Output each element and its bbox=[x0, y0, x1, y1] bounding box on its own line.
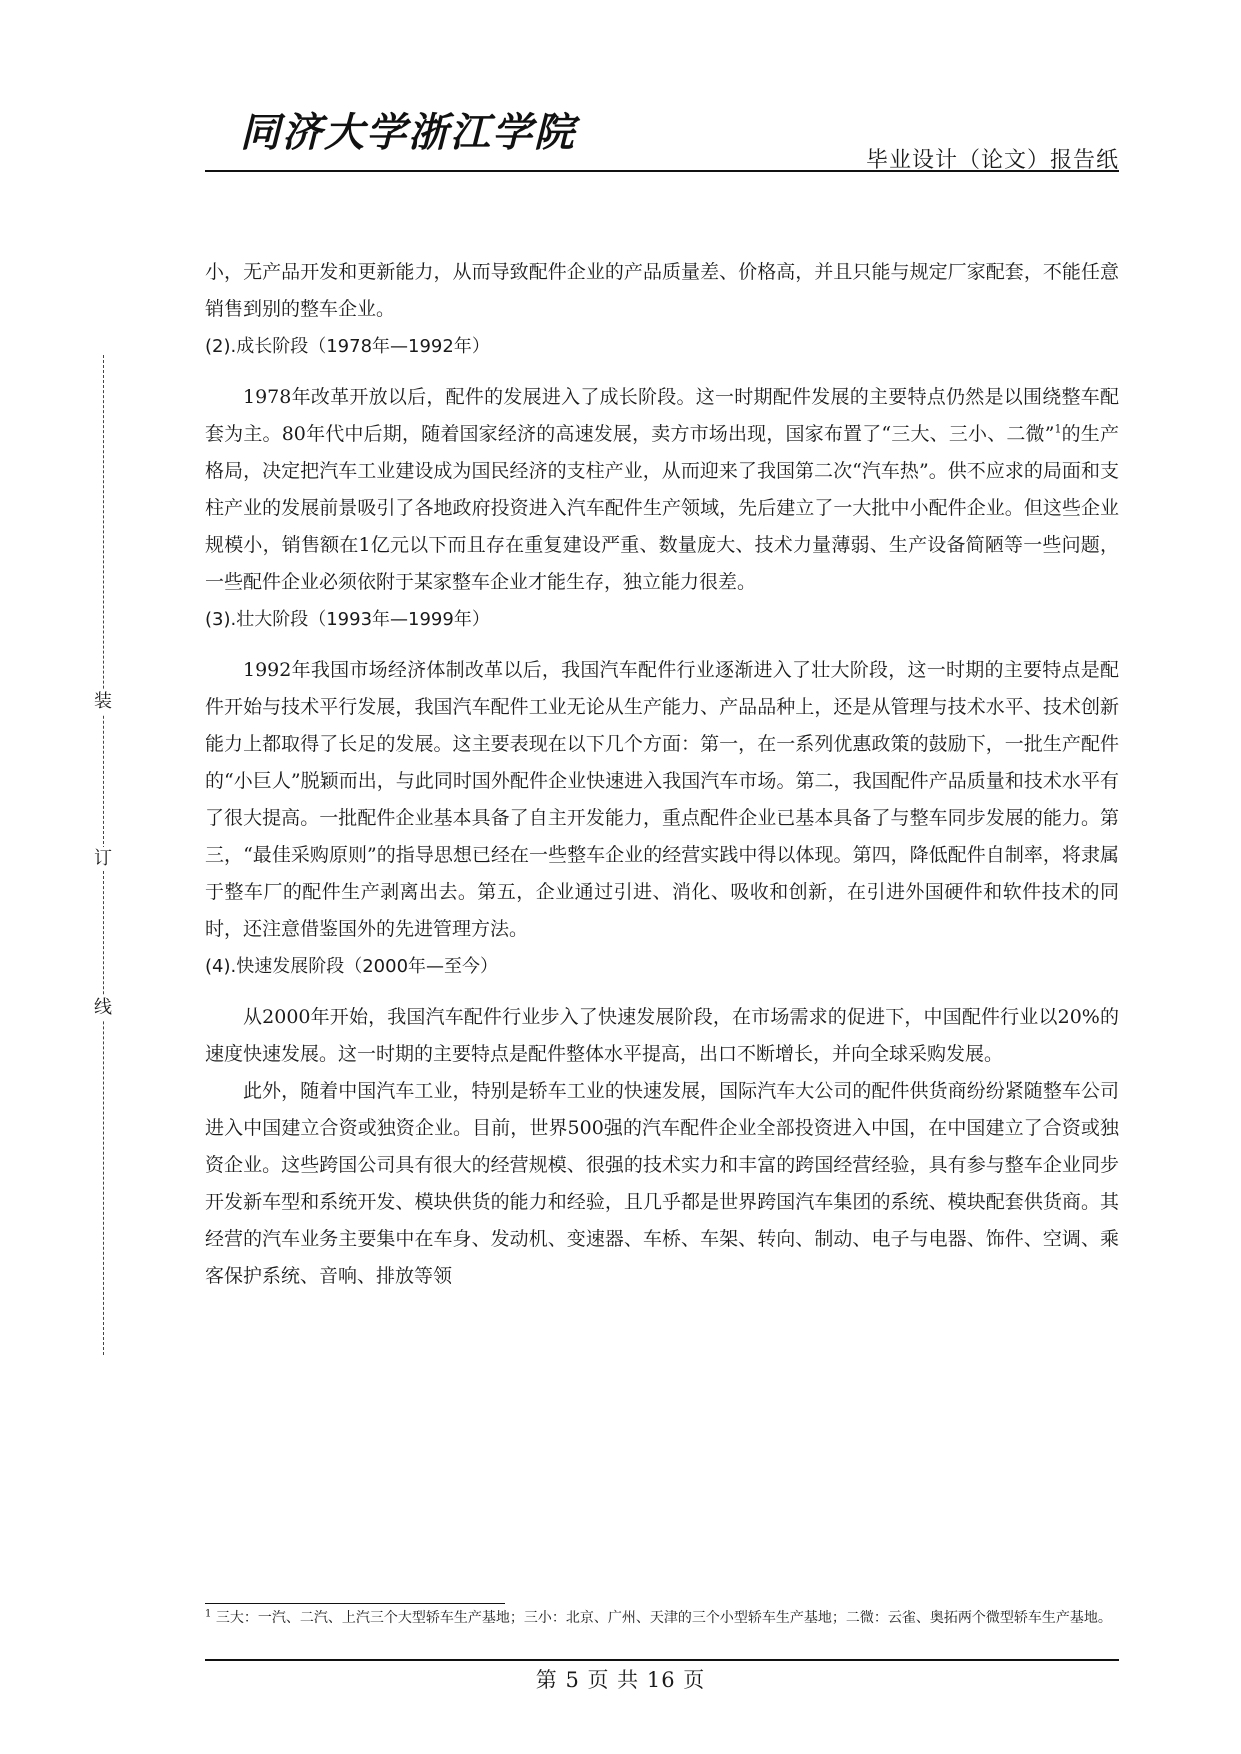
footnote-ref: 1 bbox=[1054, 422, 1062, 436]
paragraph: 此外，随着中国汽车工业，特别是轿车工业的快速发展，国际汽车大公司的配件供货商纷纷紧随整车公司进入中国建立合资或独资企业。目前，世界500强的汽车配件企业全部投资进入中国，在中国建立了合资或独资企业。这些跨国公司具有很大的经营规模、很强的技术实力和丰富的跨国经营经验，具有参与整车企业同步开发新车型和系统开发、模块供货的能力和经验，且几乎都是世界跨国汽车集团的系统、模块配套供货商。其经营的汽车业务主要集中在车身、发动机、变速器、车桥、车架、转向、制动、电子与电器、饰件、空调、乘客保护系统、音响、排放等领 bbox=[205, 1080, 1119, 1287]
section-heading-rapid-development: (4).快速发展阶段（2000年—至今） bbox=[205, 956, 499, 977]
paragraph: 从2000年开始，我国汽车配件行业步入了快速发展阶段，在市场需求的促进下，中国配件行业以20%的速度快速发展。这一时期的主要特点是配件整体水平提高，出口不断增长，并向全球采购发展。 bbox=[205, 1006, 1119, 1065]
footnote-rule bbox=[205, 1603, 505, 1604]
footnote-marker: 1 bbox=[205, 1608, 212, 1620]
footnote bbox=[205, 1606, 1119, 1630]
binding-char-zhuang: 装 bbox=[91, 690, 115, 714]
footnote-text: 三大：一汽、二汽、上汽三个大型轿车生产基地；三小：北京、广州、天津的三个小型轿车生产基地；二微：云雀、奥拓两个微型轿车生产基地。 bbox=[215, 1610, 1112, 1626]
body-text bbox=[205, 254, 1119, 1295]
header-rule bbox=[205, 170, 1119, 172]
binding-char-xian: 线 bbox=[91, 996, 115, 1020]
page-number: 第 5 页 共 16 页 bbox=[535, 1668, 706, 1692]
section-heading-expansion: (3).壮大阶段（1993年—1999年） bbox=[205, 609, 490, 630]
university-logo bbox=[240, 102, 582, 162]
paragraph-text: 1978年改革开放以后，配件的发展进入了成长阶段。这一时期配件发展的主要特点仍然是以围绕整车配套为主。80年代中后期，随着国家经济的高速发展，卖方市场出现，国家布置了“三大、三小、二微” bbox=[205, 386, 1119, 445]
paragraph-text: 的生产格局，决定把汽车工业建设成为国民经济的支柱产业，从而迎来了我国第二次“汽车热”。供不应求的局面和支柱产业的发展前景吸引了各地政府投资进入汽车配件生产领域，先后建立了一大批中小配件企业。但这些企业规模小，销售额在1亿元以下而且存在重复建设严重、数量庞大、技术力量薄弱、生产设备简陋等一些问题，一些配件企业必须依附于某家整车企业才能生存，独立能力很差。 bbox=[205, 423, 1119, 593]
section-heading-growth: (2).成长阶段（1978年—1992年） bbox=[205, 336, 490, 357]
header-title: 毕业设计（论文）报告纸 bbox=[865, 148, 1119, 173]
paragraph bbox=[205, 379, 1119, 601]
footer-rule bbox=[205, 1659, 1119, 1661]
paragraph: 小，无产品开发和更新能力，从而导致配件企业的产品质量差、价格高，并且只能与规定厂家配套，不能任意销售到别的整车企业。 bbox=[205, 261, 1119, 320]
paragraph: 1992年我国市场经济体制改革以后，我国汽车配件行业逐渐进入了壮大阶段，这一时期的主要特点是配件开始与技术平行发展，我国汽车配件工业无论从生产能力、产品品种上，还是从管理与技术水平、技术创新能力上都取得了长足的发展。这主要表现在以下几个方面：第一，在一系列优惠政策的鼓励下，一批生产配件的“小巨人”脱颖而出，与此同时国外配件企业快速进入我国汽车市场。第二，我国配件产品质量和技术水平有了很大提高。一批配件企业基本具备了自主开发能力，重点配件企业已基本具备了与整车同步发展的能力。第三，“最佳采购原则”的指导思想已经在一些整车企业的经营实践中得以体现。第四，降低配件自制率，将隶属于整车厂的配件生产剥离出去。第五，企业通过引进、消化、吸收和创新，在引进外国硬件和软件技术的同时，还注意借鉴国外的先进管理方法。 bbox=[205, 659, 1119, 940]
binding-char-ding: 订 bbox=[91, 847, 115, 871]
university-logo-text: 同济大学浙江学院 bbox=[240, 110, 576, 156]
